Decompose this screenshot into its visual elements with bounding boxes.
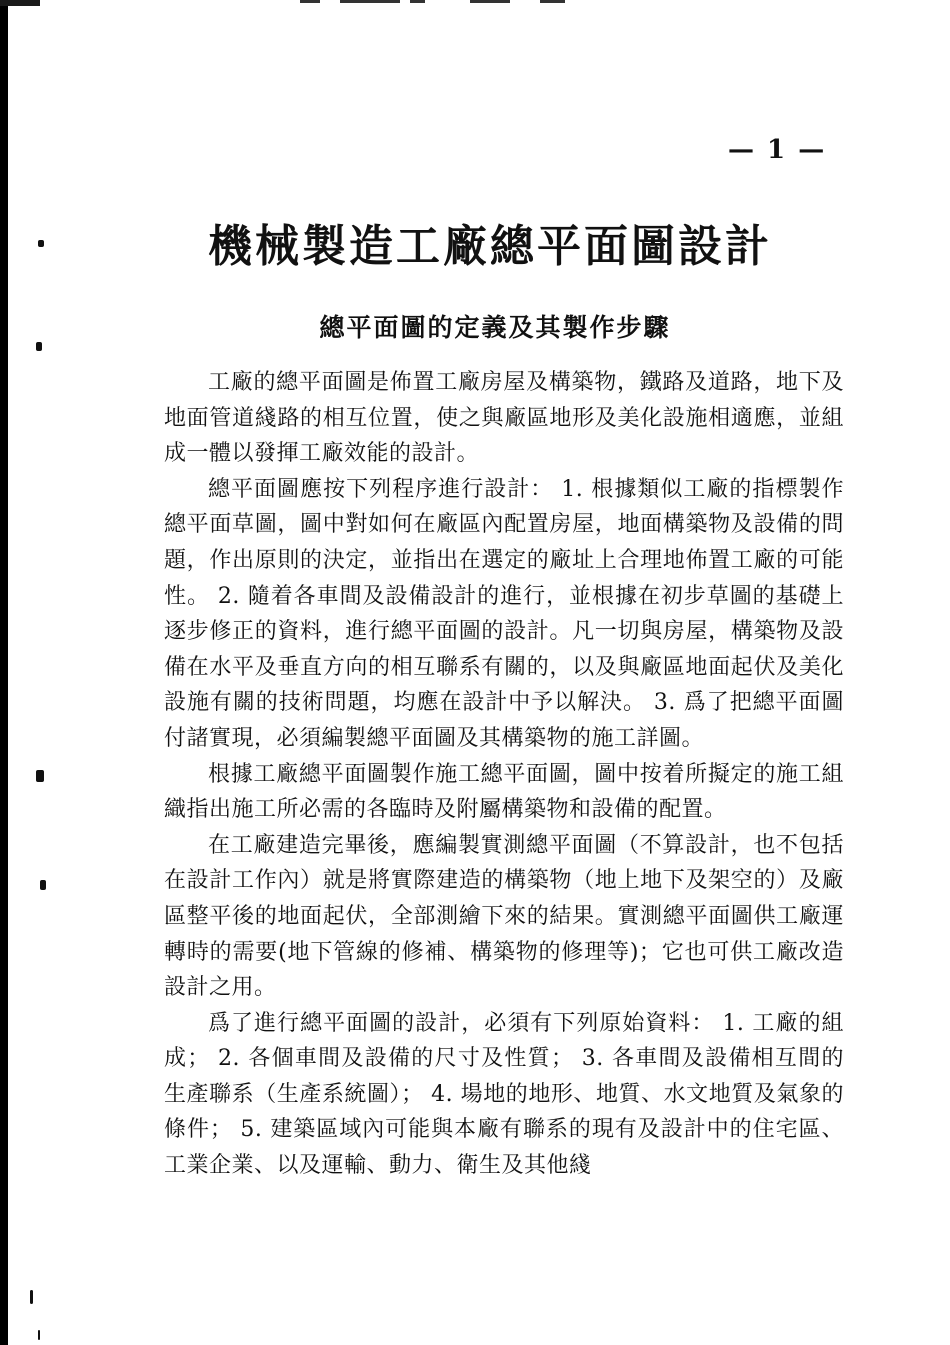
scan-speck	[40, 880, 46, 890]
scan-marks	[300, 0, 600, 4]
scan-corner	[0, 0, 40, 6]
scan-edge	[0, 0, 8, 1345]
scan-speck	[30, 1290, 33, 1304]
paragraph: 爲了進行總平面圖的設計，必須有下列原始資料： 1. 工廠的組成； 2. 各個車間及設備的尺寸及性質； 3. 各車間及設備相互間的生產聯系（生產系統圖）； 4. 場地的地形、地質、水文地質及氣象的條件； 5. 建築區域內可能與本廠有聯系的現有及設計中的住宅區、工業企業、以及運輸、動力、衛生及其他綫	[164, 1010, 844, 1179]
scan-speck	[38, 1330, 40, 1340]
body-text	[164, 365, 844, 1184]
paragraph: 總平面圖應按下列程序進行設計： 1. 根據類似工廠的指標製作總平面草圖，圖中對如何在廠區內配置房屋，地面構築物及設備的問題，作出原則的決定，並指出在選定的廠址上合理地佈置工廠的可能性。 2. 隨着各車間及設備設計的進行，並根據在初步草圖的基礎上逐步修正的資料，進行總平面圖的設計。凡一切與房屋，構築物及設備在水平及垂直方向的相互聯系有關的，以及與廠區地面起伏及美化設施有關的技術問題，均應在設計中予以解決。 3. 爲了把總平面圖付諸實現，必須編製總平面圖及其構築物的施工詳圖。	[164, 476, 844, 751]
section-heading: 總平面圖的定義及其製作步驟	[319, 313, 671, 342]
paragraph: 根據工廠總平面圖製作施工總平面圖，圖中按着所擬定的施工組織指出施工所必需的各臨時及附屬構築物和設備的配置。	[164, 761, 844, 823]
page-title: 機械製造工廠總平面圖設計	[208, 221, 772, 272]
scan-speck	[36, 770, 44, 782]
page-number: — 1 —	[728, 135, 827, 165]
paragraph: 工廠的總平面圖是佈置工廠房屋及構築物，鐵路及道路，地下及地面管道綫路的相互位置，使之與廠區地形及美化設施相適應，並組成一體以發揮工廠效能的設計。	[164, 370, 844, 467]
paragraph: 在工廠建造完畢後，應編製實測總平面圖（不算設計，也不包括在設計工作內）就是將實際建造的構築物（地上地下及架空的）及廠區整平後的地面起伏，全部測繪下來的結果。實測總平面圖供工廠運轉時的需要(地下管線的修補、構築物的修理等)；它也可供工廠改造設計之用。	[164, 832, 844, 1001]
